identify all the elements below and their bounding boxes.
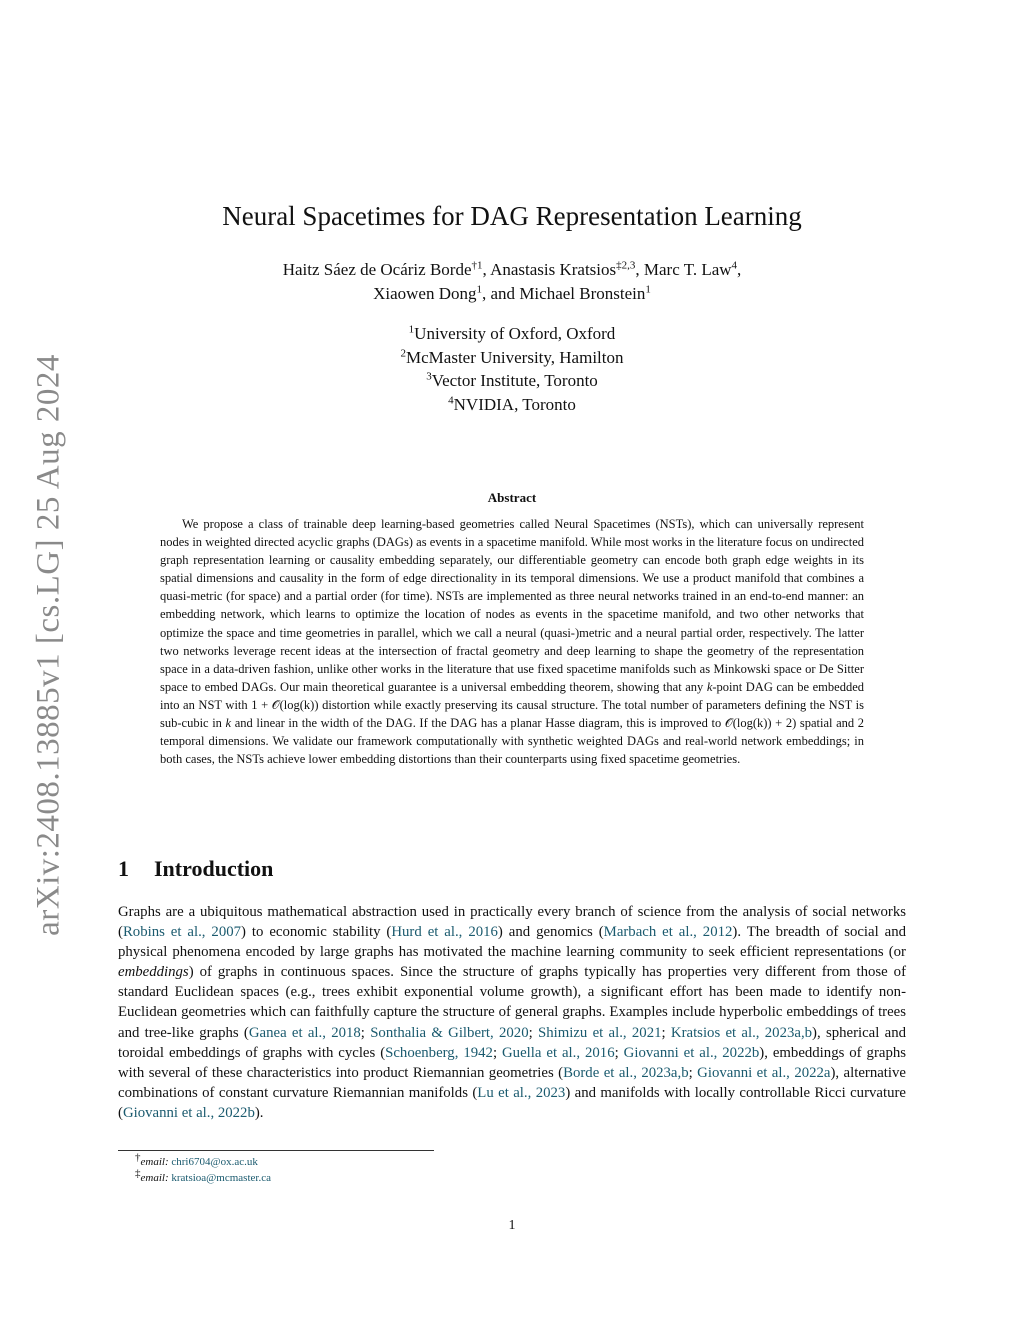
section-number: 1	[118, 856, 129, 881]
affiliation-mark: 3	[426, 370, 432, 383]
footnotes	[135, 1151, 271, 1186]
author-separator: ,	[737, 260, 742, 279]
email-link[interactable]: kratsioa@mcmaster.ca	[171, 1172, 271, 1184]
citation-link[interactable]: Sonthalia & Gilbert, 2020	[370, 1024, 529, 1041]
author-affiliation-mark: 4	[731, 259, 738, 272]
citation-link[interactable]: Guella et al., 2016	[502, 1044, 615, 1061]
citation-link[interactable]: Borde et al., 2023a,b	[563, 1064, 689, 1081]
citation-link[interactable]: Shimizu et al., 2021	[538, 1024, 662, 1041]
affiliation-text: Vector Institute, Toronto	[431, 371, 598, 390]
footnote-mark: †	[135, 1151, 141, 1164]
citation-link[interactable]: Ganea et al., 2018	[248, 1024, 361, 1041]
citation-link[interactable]: Schoenberg, 1942	[385, 1044, 493, 1061]
author-affiliation-mark: 1	[476, 283, 483, 296]
author-list	[150, 258, 874, 306]
affiliation-text: NVIDIA, Toronto	[453, 394, 576, 414]
footnote-divider	[118, 1150, 434, 1151]
author-separator: , and	[482, 284, 520, 303]
affiliation-list	[300, 322, 724, 416]
footnote-label: email:	[140, 1156, 169, 1168]
footnote-label: email:	[140, 1172, 169, 1184]
citation-link[interactable]: Giovanni et al., 2022a	[697, 1064, 831, 1081]
affiliation-mark: 4	[448, 393, 454, 406]
emphasis-text: embeddings	[118, 964, 189, 981]
affiliation-text: McMaster University, Hamilton	[406, 347, 624, 367]
affiliation-mark: 1	[408, 323, 415, 336]
citation-link[interactable]: Hurd et al., 2016	[391, 924, 498, 941]
citation-link[interactable]: Marbach et al., 2012	[603, 924, 733, 941]
citation-link[interactable]: Giovanni et al., 2022b	[122, 1104, 255, 1121]
author-separator: ,	[635, 260, 644, 279]
math-distortion: 1 + 𝒪(log(k))	[251, 697, 319, 712]
section-heading	[118, 856, 273, 882]
author-name: Marc T. Law	[643, 260, 732, 279]
introduction-paragraph: Graphs are a ubiquitous mathematical abstraction used in practically every branch of science from the analysis of social networks (Robins et al., 2007) to economic stability (Hurd et al., 2016) and genomics (Marbach et al., 2012). The breadth of social and physical phenomena encoded by large graphs has motivated the machine learning community to seek efficient representations (or embeddings) of graphs in continuous spaces. Since the structure of graphs typically has properties very different from those of standard Euclidean spaces (e.g., trees exhibit exponential volume growth), a significant effort has been made to identify non-Euclidean geometries which can faithfully capture the structure of general graphs. Examples include hyperbolic embeddings of trees and tree-like graphs (Ganea et al., 2018; Sonthalia & Gilbert, 2020; Shimizu et al., 2021; Kratsios et al., 2023a,b), spherical and toroidal embeddings of graphs with cycles (Schoenberg, 1942; Guella et al., 2016; Giovanni et al., 2022b), embeddings of graphs with several of these characteristics into product Riemannian geometries (Borde et al., 2023a,b; Giovanni et al., 2022a), alternative combinations of constant curvature Riemannian manifolds (Lu et al., 2023) and manifolds with locally controllable Ricci curvature (Giovanni et al., 2022b).	[118, 904, 907, 1121]
affiliation-item	[300, 322, 724, 346]
author-affiliation-mark: ‡2,3	[616, 259, 636, 272]
author-name: Haitz Sáez de Ocáriz Borde	[282, 260, 472, 279]
affiliation-item	[300, 393, 724, 417]
author-name: Xiaowen Dong	[373, 284, 477, 303]
footnote-item	[135, 1167, 271, 1186]
math-k: k	[225, 716, 232, 731]
citation-link[interactable]: Robins et al., 2007	[122, 924, 242, 941]
citation-link[interactable]: Lu et al., 2023	[477, 1084, 566, 1101]
math-dimension: 𝒪(log(k)) + 2)	[724, 716, 797, 731]
author-affiliation-mark: 1	[645, 283, 651, 296]
author-name: Michael Bronstein	[519, 284, 646, 303]
abstract-heading: Abstract	[487, 490, 537, 505]
math-k: k	[706, 679, 713, 694]
page-number: 1	[508, 1218, 516, 1233]
citation-link[interactable]: Kratsios et al., 2023a,b	[670, 1024, 813, 1041]
email-link[interactable]: chri6704@ox.ac.uk	[171, 1156, 258, 1168]
author-separator: ,	[482, 260, 491, 279]
affiliation-item	[300, 369, 724, 393]
citation-link[interactable]: Giovanni et al., 2022b	[623, 1044, 760, 1061]
footnote-item	[135, 1151, 271, 1170]
footnote-mark: ‡	[135, 1167, 141, 1180]
abstract-body: We propose a class of trainable deep learning-based geometries called Neural Spacetimes (NSTs), which can universally represent nodes in weighted directed acyclic graphs (DAGs) as events in a spacetime manifold. While most works in the literature focus on undirected graph representation learning or causality embedding separately, our differentiable geometry can encode both graph edge weights in its spatial dimensions and causality in the form of edge directionality in its temporal dimensions. We use a product manifold that combines a quasi-metric (for space) and a partial order (for time). NSTs are implemented as three neural networks trained in an end-to-end manner: an embedding network, which learns to optimize the location of nodes as events in the spacetime manifold, and two other networks that optimize the space and time geometries in parallel, which we call a neural (quasi-)metric and a neural partial order, respectively. The latter two networks leverage recent ideas at the intersection of fractal geometry and deep learning to shape the geometry of the representation space in a data-driven fashion, unlike other works in the literature that use fixed spacetime manifolds such as Minkowski space or De Sitter space to embed DAGs. Our main theoretical guarantee is a universal embedding theorem, showing that any k-point DAG can be embedded into an NST with 1 + 𝒪(log(k)) distortion while exactly preserving its causal structure. The total number of parameters defining the NST is sub-cubic in k and linear in the width of the DAG. If the DAG has a planar Hasse diagram, this is improved to 𝒪(log(k)) + 2) spatial and 2 temporal dimensions. We validate our framework computationally with synthetic weighted DAGs and real-world network embeddings; in both cases, the NSTs achieve lower embedding distortions than their counterparts using fixed spacetime geometries.	[160, 517, 864, 767]
section-title: Introduction	[154, 856, 274, 881]
author-name: Anastasis Kratsios	[490, 260, 617, 279]
affiliation-text: University of Oxford, Oxford	[414, 324, 616, 343]
affiliation-item	[300, 346, 724, 370]
author-affiliation-mark: †1	[471, 259, 483, 272]
paper-title: Neural Spacetimes for DAG Representation Learning	[222, 201, 802, 231]
arxiv-identifier-stamp: arXiv:2408.13885v1 [cs.LG] 25 Aug 2024	[30, 354, 67, 936]
affiliation-mark: 2	[400, 346, 406, 359]
